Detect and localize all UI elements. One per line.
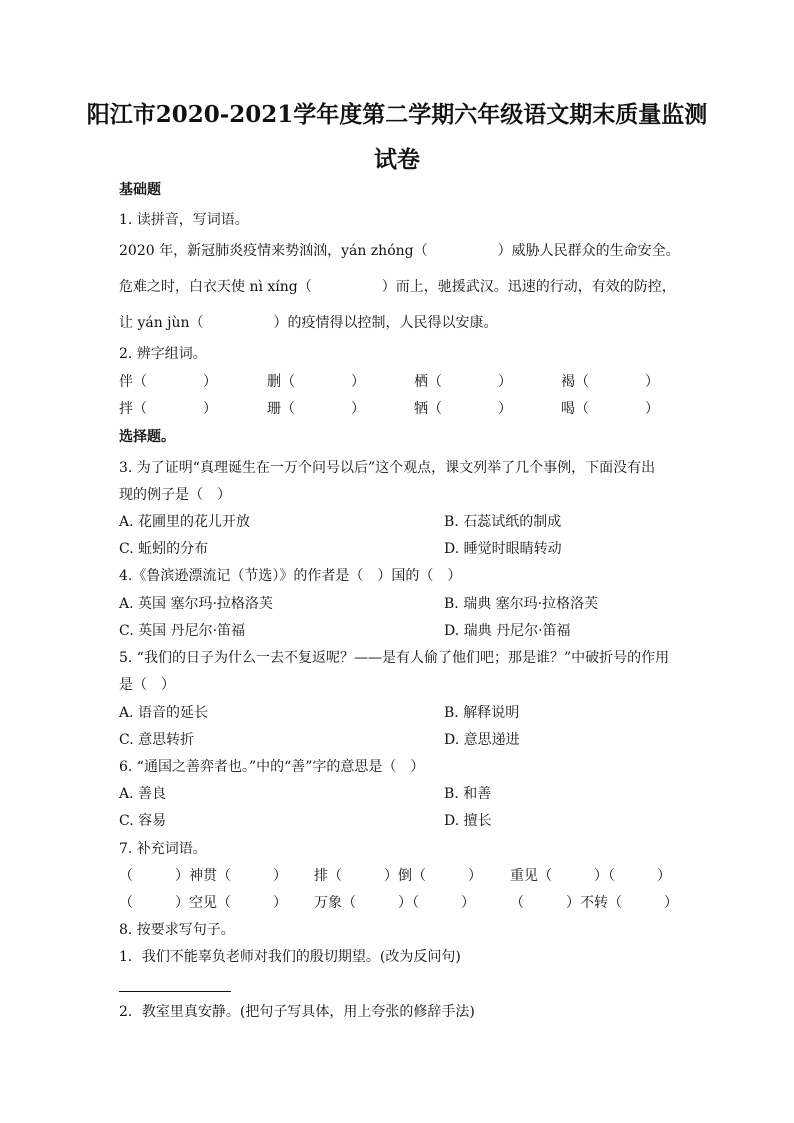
option-d: D. 擅长: [444, 813, 492, 829]
section-heading-basic: 基础题: [119, 182, 161, 198]
option-a: A. 语音的延长: [119, 705, 209, 721]
question-8-item: 2．教室里真安静。(把句子写具体，用上夸张的修辞手法): [119, 1004, 475, 1020]
idiom-blank: （ ）神贯（ ）: [119, 868, 287, 884]
question-4-text: 4.《鲁滨逊漂流记（节选）》的作者是（ ）国的（ ）: [119, 568, 462, 584]
idiom-blank: 排（ ）倒（ ）: [314, 868, 482, 884]
word-cell: 栖（ ）: [414, 374, 512, 390]
word-cell: 删（ ）: [267, 374, 365, 390]
question-1-line: 危难之时，白衣天使 nì xíng（ ）而上，驰援武汉。迅速的行动，有效的防控，: [119, 279, 676, 295]
option-b: B. 石蕊试纸的制成: [444, 514, 562, 530]
option-d: D. 瑞典 丹尼尔·笛福: [444, 623, 571, 639]
question-8-item: 1．我们不能辜负老师对我们的殷切期望。(改为反问句): [119, 949, 461, 965]
word-cell: 珊（ ）: [267, 401, 365, 417]
page-title-continued: 试卷: [374, 146, 420, 173]
word-cell: 牺（ ）: [414, 401, 512, 417]
question-5-text: 是（ ）: [119, 677, 175, 693]
answer-line: [119, 991, 231, 992]
idiom-blank: 万象（ ）（ ）: [314, 895, 475, 911]
option-d: D. 睡觉时眼睛转动: [444, 541, 562, 557]
option-c: C. 容易: [119, 813, 167, 829]
question-1-line: 2020 年，新冠肺炎疫情来势汹汹，yán zhóng（ ）威胁人民群众的生命安全。: [119, 243, 680, 259]
idiom-blank: （ ）不转（ ）: [510, 895, 678, 911]
word-cell: 伴（ ）: [119, 374, 217, 390]
option-c: C. 英国 丹尼尔·笛福: [119, 623, 246, 639]
section-heading-choice: 选择题。: [119, 429, 175, 445]
option-c: C. 意思转折: [119, 732, 195, 748]
question-3-text: 现的例子是（ ）: [119, 487, 231, 503]
question-7-prompt: 7. 补充词语。: [119, 841, 207, 857]
question-1-line: 让 yán jùn（ ）的疫情得以控制，人民得以安康。: [119, 315, 498, 331]
option-c: C. 蚯蚓的分布: [119, 541, 209, 557]
idiom-blank: 重见（ ）（ ）: [510, 868, 671, 884]
option-d: D. 意思递进: [444, 732, 520, 748]
option-a: A. 善良: [119, 786, 167, 802]
idiom-blank: （ ）空见（ ）: [119, 895, 287, 911]
word-cell: 拌（ ）: [119, 401, 217, 417]
question-5-text: 5. “我们的日子为什么一去不复返呢？——是有人偷了他们吧；那是谁？”中破折号的作用: [119, 650, 670, 666]
question-3-text: 3. 为了证明“真理诞生在一万个问号以后”这个观点，课文列举了几个事例，下面没有出: [119, 460, 656, 476]
question-6-text: 6. “通国之善弈者也。”中的“善”字的意思是（ ）: [119, 759, 425, 775]
option-b: B. 和善: [444, 786, 492, 802]
word-cell: 褐（ ）: [561, 374, 659, 390]
word-cell: 喝（ ）: [561, 401, 659, 417]
option-b: B. 解释说明: [444, 705, 520, 721]
question-8-prompt: 8. 按要求写句子。: [119, 922, 235, 938]
option-b: B. 瑞典 塞尔玛·拉格洛芙: [444, 596, 599, 612]
option-a: A. 英国 塞尔玛·拉格洛芙: [119, 596, 273, 612]
option-a: A. 花圃里的花儿开放: [119, 514, 251, 530]
question-1-prompt: 1. 读拼音，写词语。: [119, 212, 249, 228]
page-title: 阳江市2020-2021学年度第二学期六年级语文期末质量监测: [86, 101, 708, 128]
question-2-prompt: 2. 辨字组词。: [119, 346, 207, 362]
